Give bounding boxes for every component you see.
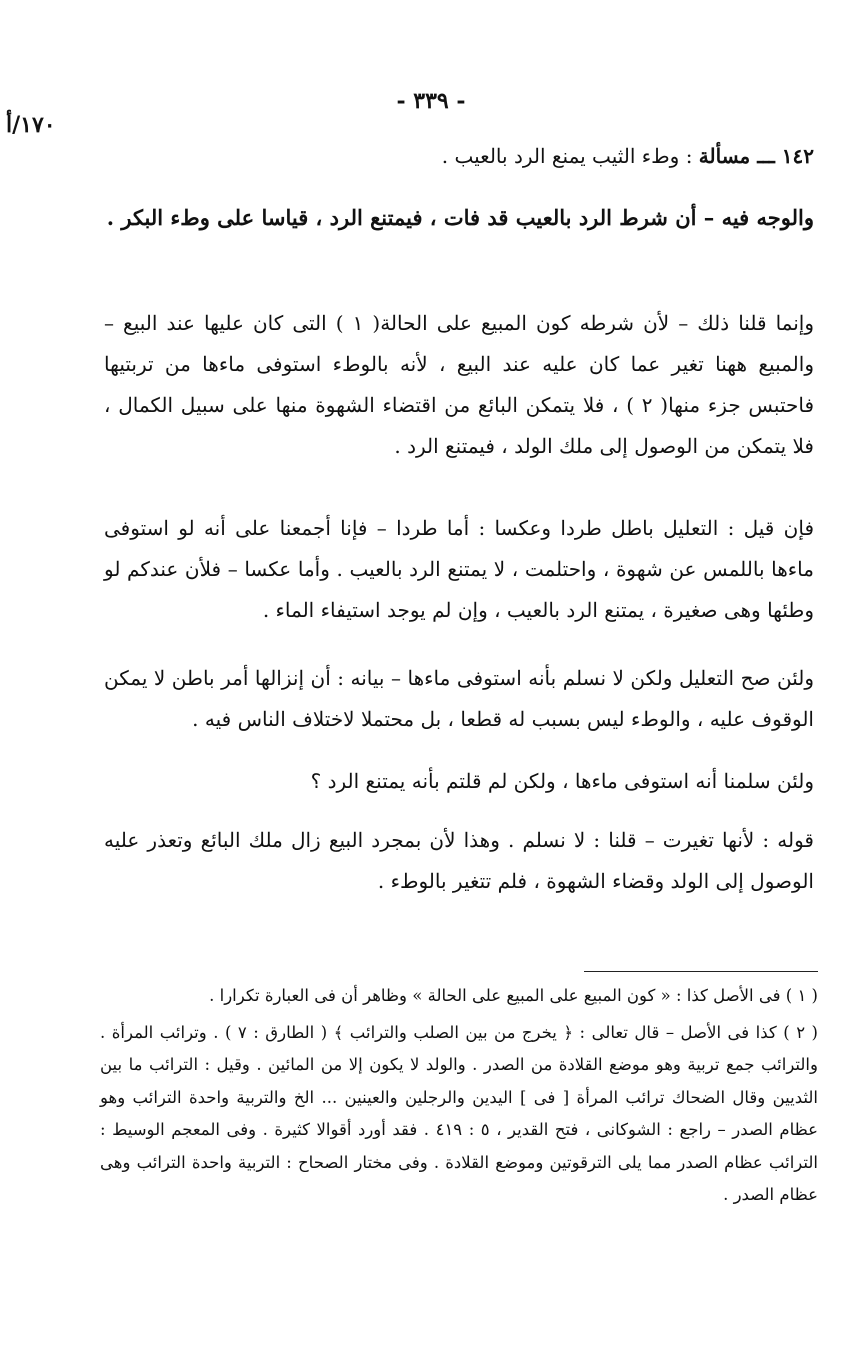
footnotes (100, 980, 818, 1212)
paragraph-1: وإنما قلنا ذلك – لأن شرطه كون المبيع على الحالة( ١ ) التى كان عليها عند البيع – والمبيع ههنا تغير عما كان عليه عند البيع ، لأنه بالوطء استوفى ماءها من تربتيها فاحتبس جزء منها( ٢ ) ، فلا يتمكن البائع من اقتضاء الشهوة منها على سبيل الكمال ، فلا يتمكن من الوصول إلى ملك الولد ، فيمتنع الرد . (104, 311, 815, 458)
paragraph-3: ولئن صح التعليل ولكن لا نسلم بأنه استوفى ماءها – بيانه : أن إنزالها أمر باطن لا يمكن الوقوف عليه ، والوطء ليس بسبب له قطعا ، بل محتملا لاختلاف الناس فيه . (104, 666, 814, 731)
paragraph-2: فإن قيل : التعليل باطل طردا وعكسا : أما طردا – فإنا أجمعنا على أنه لو استوفى ماءها باللمس عن شهوة ، واحتلمت ، لا يمتنع الرد بالعيب . وأما عكسا – فلأن عندكم لو وطئها وهى صغيرة ، يمتنع الرد بالعيب ، وإن لم يوجد استيفاء الماء . (104, 516, 814, 622)
footnote-2: ( ٢ ) كذا فى الأصل – قال تعالى : ﴿ يخرج من بين الصلب والترائب ﴾ ( الطارق : ٧ ) . وترائب المرأة . والترائب جمع تربية وهو موضع القلادة من الصدر . والولد لا يكون إلا من المائين . وقيل : الترائب ما بين الثديين وقال الضحاك ترائب المرأة [ فى ] اليدين والرجلين والعينين ... الخ والتربية واحدة الترائب وهو عظام الصدر – راجع : الشوكانى ، فتح القدير ، ٥ : ٤١٩ . فقد أورد أقوالا كثيرة . وفى المعجم الوسيط : الترائب عظام الصدر مما يلى الترقوتين وموضع القلادة . وفى مختار الصحاح : التربية واحدة الترائب وهى عظام الصدر . (100, 1022, 819, 1204)
margin-folio-note: ١٧٠/أ (6, 112, 56, 138)
issue-heading (104, 136, 814, 177)
page-number: - ٣٣٩ - (396, 88, 466, 114)
footnote-1: ( ١ ) فى الأصل كذا : « كون المبيع على المبيع على الحالة » وظاهر أن فى العبارة تكرارا . (209, 986, 818, 1005)
paragraph-reason: والوجه فيه – أن شرط الرد بالعيب قد فات ، فيمتنع الرد ، قياسا على وطء البكر . (106, 205, 814, 230)
footnote-divider (584, 971, 818, 972)
issue-number: ١٤٢ ـــ مسألة (698, 144, 814, 168)
issue-title: : وطء الثيب يمنع الرد بالعيب . (441, 144, 693, 168)
paragraph-4: ولئن سلمنا أنه استوفى ماءها ، ولكن لم قلتم بأنه يمتنع الرد ؟ (310, 769, 814, 793)
paragraph-5: قوله : لأنها تغيرت – قلنا : لا نسلم . وهذا لأن بمجرد البيع زال ملك البائع وتعذر عليه الوصول إلى الولد وقضاء الشهوة ، فلم تتغير بالوطء . (104, 828, 814, 893)
